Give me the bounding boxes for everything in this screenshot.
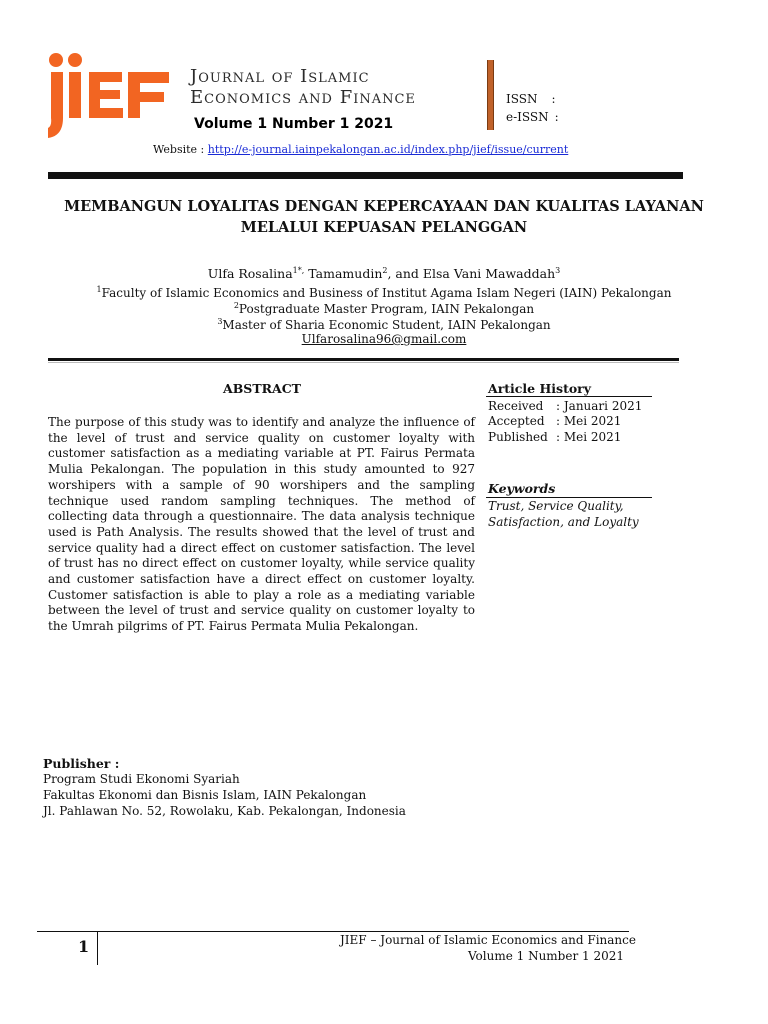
history-accepted-value: : Mei 2021: [556, 414, 622, 428]
publisher-line2: Fakultas Ekonomi dan Bisnis Islam, IAIN Pekalongan: [43, 788, 367, 802]
article-history-heading: Article History: [488, 381, 592, 396]
affiliation-1-sup: 1: [96, 285, 102, 294]
eissn-label: e-ISSN: [506, 110, 549, 124]
history-received-value: : Januari 2021: [556, 399, 643, 413]
article-title-line2: MELALUI KEPUASAN PELANGGAN: [240, 219, 528, 236]
history-accepted: [488, 414, 621, 428]
abstract-body: The purpose of this study was to identify and analyze the influence of the level of trust and service quality on customer loyalty with customer satisfaction as a mediating variable at PT. Fairus Permata Mulia Pekalongan. The population in this study amounted to 927 worshipers with a sample of 90 worshipers and the sampling technique used random sampling techniques. The method of collecting data through a questionnaire. The data analysis technique used is Path Analysis. The results showed that the level of trust and service quality had a direct effect on customer satisfaction. The level of trust has no direct effect on customer loyalty, while service quality and customer satisfaction have a direct effect on customer loyalty. Customer satisfaction is able to play a role as a mediating variable between the level of trust and service quality on customer loyalty to the Umrah pilgrims of PT. Fairus Permata Mulia Pekalongan.: [48, 415, 475, 634]
affiliation-1-text: Faculty of Islamic Economics and Business of Institut Agama Islam Negeri (IAIN) Pekalongan: [101, 286, 672, 300]
history-published-label: Published: [488, 430, 548, 444]
history-received-label: Received: [488, 399, 544, 413]
author-2: Tamamudin: [304, 266, 383, 282]
article-title-line1: MEMBANGUN LOYALITAS DENGAN KEPERCAYAAN DAN KUALITAS LAYANAN: [64, 198, 704, 215]
affiliation-2-text: Postgraduate Master Program, IAIN Pekalongan: [238, 302, 535, 316]
footer-journal-name: JIEF – Journal of Islamic Economics and Finance: [340, 933, 636, 947]
journal-title-line1: Journal of Islamic: [190, 66, 370, 87]
website-link[interactable]: http://e-journal.iainpekalongan.ac.id/index.php/jief/issue/current: [207, 143, 569, 156]
history-published: [488, 430, 621, 444]
publisher-heading: Publisher :: [43, 756, 120, 771]
website-label: Website :: [153, 143, 205, 156]
article-history-rule: [486, 396, 652, 397]
footer-rule: [37, 931, 629, 932]
title-rule-shadow: [48, 362, 679, 363]
keywords-heading: Keywords: [488, 481, 556, 496]
affiliation-2: [0, 301, 768, 316]
keywords-text: Trust, Service Quality, Satisfaction, and Loyalty: [488, 499, 639, 529]
journal-title-line2: Economics and Finance: [190, 87, 416, 108]
issn-line: [506, 92, 556, 106]
author-1-sup: 1*,: [292, 266, 305, 275]
publisher-line1: Program Studi Ekonomi Syariah: [43, 772, 240, 786]
history-published-value: : Mei 2021: [556, 430, 622, 444]
corresponding-email: [0, 332, 768, 346]
header-divider: [487, 60, 494, 130]
page-number: 1: [78, 937, 90, 956]
author-3-sup: 3: [555, 266, 561, 275]
article-title: [40, 196, 728, 238]
header-rule: [48, 172, 683, 179]
author-1: Ulfa Rosalina: [207, 266, 293, 282]
website-line: [153, 143, 568, 156]
email-link[interactable]: Ulfarosalina96@gmail.com: [301, 332, 467, 346]
author-3: , and Elsa Vani Mawaddah: [387, 266, 556, 282]
footer-divider: [97, 932, 98, 965]
journal-logo: [48, 52, 170, 140]
author-list: [0, 266, 768, 281]
affiliation-3-sup: 3: [217, 317, 223, 326]
issn-colon: :: [551, 92, 556, 106]
author-2-sup: 2: [382, 266, 388, 275]
affiliation-1: [0, 285, 768, 300]
eissn-line: [506, 110, 559, 124]
affiliation-3: [0, 317, 768, 332]
affiliation-3-text: Master of Sharia Economic Student, IAIN Pekalongan: [222, 318, 551, 332]
history-accepted-label: Accepted: [488, 414, 545, 428]
footer-volume: Volume 1 Number 1 2021: [467, 949, 624, 963]
history-received: [488, 399, 642, 413]
issn-label: ISSN: [506, 92, 538, 106]
journal-volume: Volume 1 Number 1 2021: [194, 116, 394, 132]
eissn-colon: :: [554, 110, 559, 124]
title-rule: [48, 358, 679, 361]
affiliation-2-sup: 2: [233, 301, 239, 310]
publisher-line3: Jl. Pahlawan No. 52, Rowolaku, Kab. Pekalongan, Indonesia: [43, 804, 406, 818]
abstract-heading: ABSTRACT: [223, 381, 301, 396]
